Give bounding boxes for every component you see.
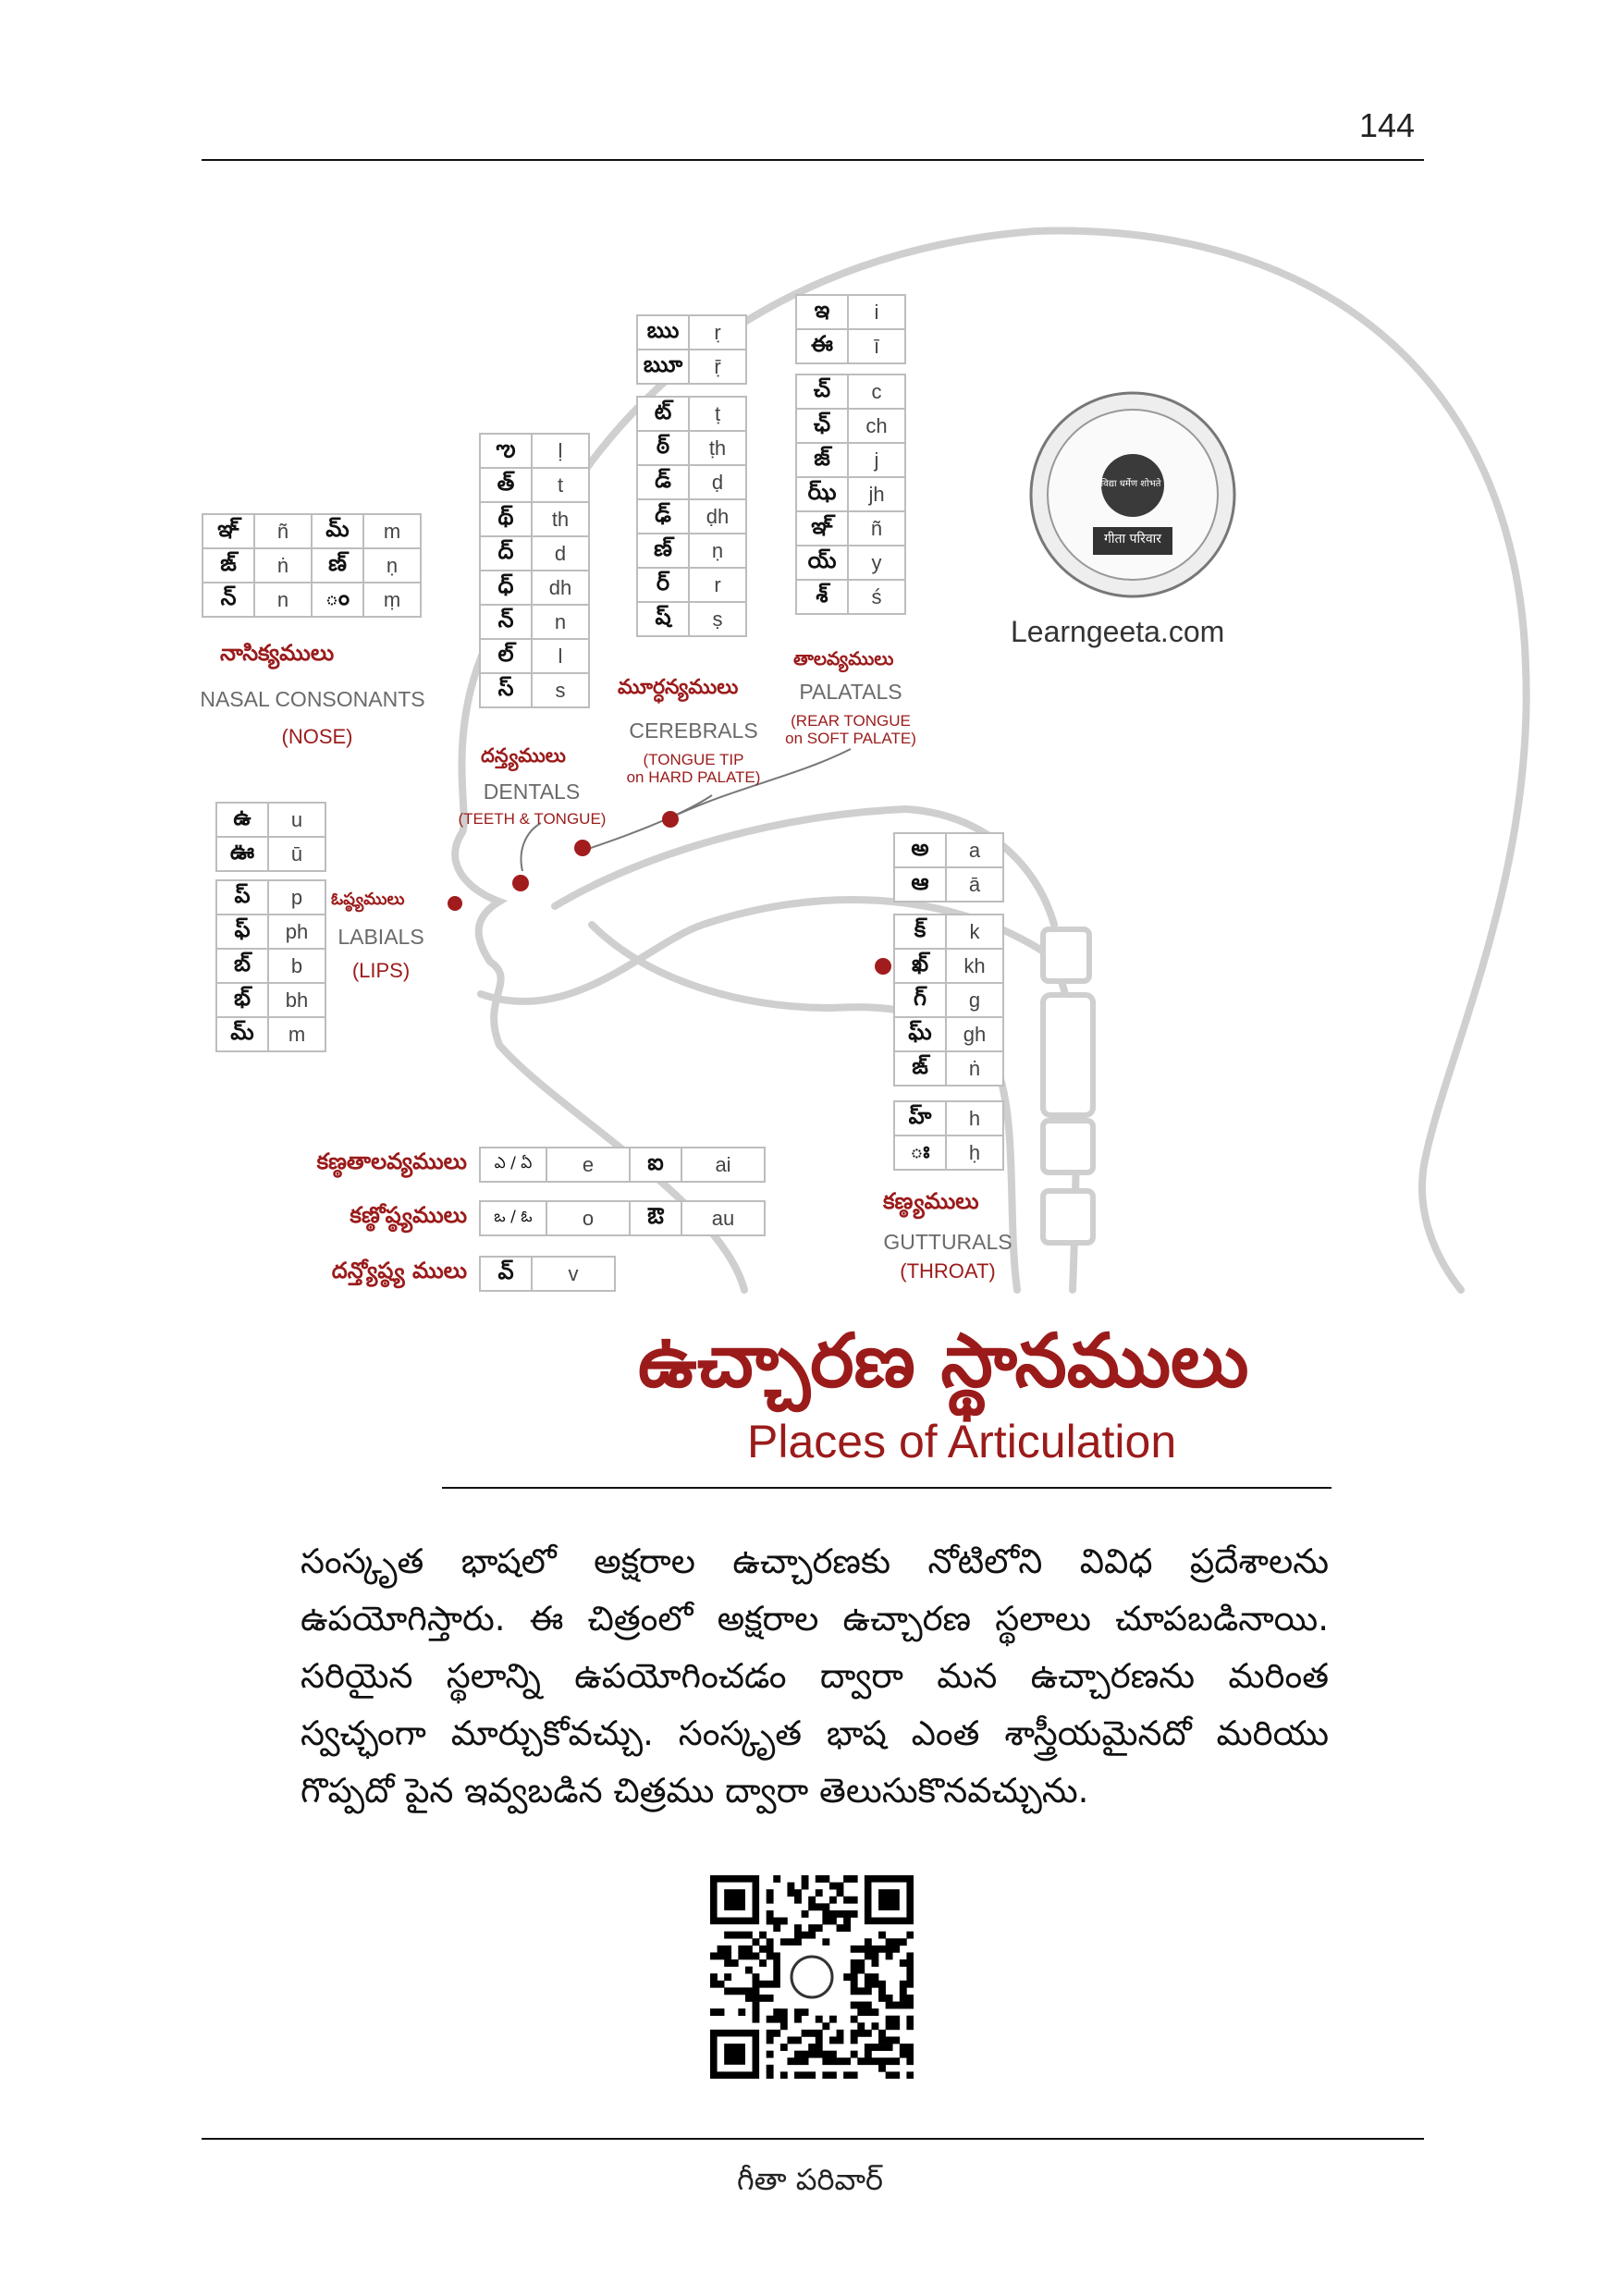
telugu-letter: ధ్ bbox=[480, 571, 532, 605]
transliteration: a bbox=[946, 833, 1003, 867]
letter-row bbox=[480, 1257, 615, 1291]
palatals-table bbox=[795, 374, 906, 615]
palatals-vowels-table bbox=[795, 294, 906, 364]
telugu-letter: ఔ bbox=[630, 1201, 681, 1235]
transliteration: jh bbox=[848, 477, 905, 511]
letter-row bbox=[637, 534, 746, 568]
telugu-letter: ఫ్ bbox=[216, 915, 268, 949]
transliteration: ṭh bbox=[689, 431, 746, 465]
telugu-letter: ర్ bbox=[637, 568, 689, 602]
transliteration: th bbox=[532, 502, 589, 536]
telugu-letter: ఖ్ bbox=[894, 949, 946, 983]
transliteration: r bbox=[689, 568, 746, 602]
letter-row bbox=[637, 397, 746, 431]
heading-en: Places of Articulation bbox=[747, 1416, 1177, 1467]
transliteration: h bbox=[946, 1101, 1003, 1136]
nasal-table bbox=[202, 513, 422, 618]
transliteration: l bbox=[532, 639, 589, 673]
cerebrals-title-en: CEREBRALS bbox=[629, 718, 758, 743]
letter-row bbox=[637, 602, 746, 636]
logo-badge-top: विद्या धर्मेण शोभते bbox=[1100, 479, 1161, 489]
telugu-letter: గ్ bbox=[894, 983, 946, 1017]
transliteration: v bbox=[532, 1257, 615, 1291]
letter-row bbox=[796, 511, 905, 546]
telugu-letter: హ్ bbox=[894, 1101, 946, 1136]
letter-row bbox=[216, 983, 325, 1017]
telugu-letter: ఉ bbox=[216, 803, 268, 837]
transliteration: ḍh bbox=[689, 499, 746, 534]
cerebrals-location: (TONGUE TIP on HARD PALATE) bbox=[626, 751, 761, 786]
logo-badge-bottom: गीता परिवार bbox=[1103, 532, 1161, 546]
transliteration: ṇ bbox=[689, 534, 746, 568]
transliteration: d bbox=[532, 536, 589, 571]
labials-location: (LIPS) bbox=[351, 959, 411, 982]
gutturals-aspirate-table bbox=[893, 1100, 1004, 1171]
telugu-letter: ఞ్ bbox=[796, 511, 848, 546]
letter-row bbox=[480, 502, 589, 536]
transliteration: ṅ bbox=[254, 548, 312, 583]
telugu-letter: ఠ్ bbox=[637, 431, 689, 465]
telugu-letter: ఘ్ bbox=[894, 1017, 946, 1051]
transliteration: ḷ bbox=[532, 434, 589, 468]
letter-row bbox=[637, 315, 746, 350]
letter-row bbox=[480, 571, 589, 605]
gutturals-title-en: GUTTURALS bbox=[883, 1230, 1012, 1254]
dentals-table bbox=[479, 433, 590, 708]
letter-row bbox=[637, 465, 746, 499]
nasal-title-en: NASAL CONSONANTS bbox=[200, 687, 425, 711]
telugu-letter: ఇ bbox=[796, 295, 848, 329]
labials-table bbox=[215, 879, 326, 1052]
transliteration: ū bbox=[268, 837, 325, 871]
transliteration: b bbox=[268, 949, 325, 983]
transliteration: e bbox=[546, 1148, 630, 1182]
telugu-letter: శ్ bbox=[796, 580, 848, 614]
telugu-letter: ఌ bbox=[480, 434, 532, 468]
letter-row bbox=[894, 867, 1003, 902]
combined-label: కణ్ఠతాలవ్యములు bbox=[316, 1148, 467, 1174]
telugu-letter: న్ bbox=[480, 605, 532, 639]
combined-label: దన్త్యోష్ఠ్య ములు bbox=[331, 1258, 467, 1283]
transliteration: ai bbox=[681, 1148, 765, 1182]
telugu-letter: ఙ్ bbox=[894, 1051, 946, 1086]
telugu-letter: ఊ bbox=[216, 837, 268, 871]
transliteration: u bbox=[268, 803, 325, 837]
transliteration: p bbox=[268, 880, 325, 915]
telugu-letter: అ bbox=[894, 833, 946, 867]
letter-row bbox=[637, 350, 746, 384]
transliteration: g bbox=[946, 983, 1003, 1017]
transliteration: ñ bbox=[254, 514, 312, 548]
letter-row bbox=[796, 546, 905, 580]
body-paragraph: సంస్కృత భాషలో అక్షరాల ఉచ్చారణకు నోటిలోని వివిధ ప్రదేశాలను ఉపయోగిస్తారు. ఈ చిత్రంలో అక్షరాల ఉచ్చారణ స్థలాలు చూపబడినాయి. సరియైన స్థలాన్ని ఉపయోగించడం ద్వారా మన ఉచ్చారణను మరింత స్వచ్ఛంగా మార్చుకోవచ్చు. సంస్కృత భాష ఎంత శాస్త్రీయమైనదో మరియు గొప్పదో పైన ఇవ్వబడిన చిత్రము ద్వారా తెలుసుకొనవచ్చును. bbox=[301, 1541, 1329, 1811]
telugu-letter: ద్ bbox=[480, 536, 532, 571]
letter-row bbox=[894, 1051, 1003, 1086]
letter-row bbox=[637, 499, 746, 534]
telugu-letter: మ్ bbox=[216, 1017, 268, 1051]
letter-row bbox=[894, 1017, 1003, 1051]
letter-row bbox=[216, 1017, 325, 1051]
letter-row bbox=[480, 639, 589, 673]
nasal-title-te: నాసిక్యములు bbox=[220, 640, 335, 666]
transliteration: gh bbox=[946, 1017, 1003, 1051]
telugu-letter: ఙ్ bbox=[202, 548, 254, 583]
gutturals-title-te: కణ్ఠ్యములు bbox=[883, 1188, 979, 1214]
telugu-letter: త్ bbox=[480, 468, 532, 502]
telugu-letter: బ్ bbox=[216, 949, 268, 983]
telugu-letter: చ్ bbox=[796, 374, 848, 409]
dentals-location: (TEETH & TONGUE) bbox=[458, 810, 607, 828]
combined-label: కణ్ఠోష్ఠ్యములు bbox=[350, 1202, 467, 1228]
telugu-letter: ఋ bbox=[637, 315, 689, 350]
transliteration: ph bbox=[268, 915, 325, 949]
transliteration: i bbox=[848, 295, 905, 329]
letter-row bbox=[480, 468, 589, 502]
transliteration: y bbox=[848, 546, 905, 580]
qr-code[interactable] bbox=[710, 1875, 914, 2079]
telugu-letter: ఎ / ఏ bbox=[480, 1148, 546, 1182]
letter-row bbox=[480, 605, 589, 639]
letter-row bbox=[216, 880, 325, 915]
letter-row bbox=[480, 1148, 765, 1182]
transliteration: ḥ bbox=[946, 1136, 1003, 1170]
dentals-title-en: DENTALS bbox=[483, 780, 581, 804]
telugu-letter: య్ bbox=[796, 546, 848, 580]
transliteration: ā bbox=[946, 867, 1003, 902]
transliteration: ṃ bbox=[363, 583, 421, 617]
letter-row bbox=[894, 1101, 1003, 1136]
palatals-location: (REAR TONGUE on SOFT PALATE) bbox=[785, 712, 916, 747]
palatals-title-te: తాలవ్యములు bbox=[793, 647, 894, 669]
heading-te: ఉచ్చారణ స్థానములు bbox=[638, 1318, 1249, 1404]
letter-row bbox=[216, 949, 325, 983]
labials-vowels-table bbox=[215, 802, 326, 872]
letter-row bbox=[894, 915, 1003, 949]
telugu-letter: వ్ bbox=[480, 1257, 532, 1291]
telugu-letter: ఆ bbox=[894, 867, 946, 902]
telugu-letter: భ్ bbox=[216, 983, 268, 1017]
transliteration: m bbox=[268, 1017, 325, 1051]
transliteration: o bbox=[546, 1201, 630, 1235]
transliteration: ṝ bbox=[689, 350, 746, 384]
letter-row bbox=[894, 1136, 1003, 1170]
gita-parivar-logo bbox=[1026, 388, 1239, 601]
telugu-letter: ల్ bbox=[480, 639, 532, 673]
letter-row bbox=[796, 374, 905, 409]
gutturals-vowels-table bbox=[893, 832, 1004, 902]
transliteration: dh bbox=[532, 571, 589, 605]
letter-row bbox=[480, 673, 589, 707]
telugu-letter: జ్ bbox=[796, 443, 848, 477]
telugu-letter: ఐ bbox=[630, 1148, 681, 1182]
telugu-letter: స్ bbox=[480, 673, 532, 707]
telugu-letter: న్ bbox=[202, 583, 254, 617]
transliteration: kh bbox=[946, 949, 1003, 983]
cerebrals-title-te: మూర్ధన్యములు bbox=[618, 676, 739, 699]
letter-row bbox=[894, 983, 1003, 1017]
telugu-letter: ష్ bbox=[637, 602, 689, 636]
combined-table bbox=[479, 1147, 766, 1183]
transliteration: ñ bbox=[848, 511, 905, 546]
transliteration: ṣ bbox=[689, 602, 746, 636]
letter-row bbox=[216, 915, 325, 949]
telugu-letter: మ్ bbox=[312, 514, 363, 548]
transliteration: ṛ bbox=[689, 315, 746, 350]
labials-title-en: LABIALS bbox=[338, 925, 424, 949]
transliteration: t bbox=[532, 468, 589, 502]
letter-row bbox=[796, 295, 905, 329]
combined-table bbox=[479, 1256, 616, 1292]
telugu-letter: ం bbox=[312, 583, 363, 617]
telugu-letter: ౠ bbox=[637, 350, 689, 384]
transliteration: ṅ bbox=[946, 1051, 1003, 1086]
gutturals-location: (THROAT) bbox=[900, 1259, 996, 1283]
telugu-letter: డ్ bbox=[637, 465, 689, 499]
telugu-letter: ణ్ bbox=[312, 548, 363, 583]
combined-table bbox=[479, 1200, 766, 1236]
transliteration: ś bbox=[848, 580, 905, 614]
telugu-letter: ప్ bbox=[216, 880, 268, 915]
transliteration: j bbox=[848, 443, 905, 477]
transliteration: n bbox=[254, 583, 312, 617]
letter-row bbox=[796, 409, 905, 443]
transliteration: ṇ bbox=[363, 548, 421, 583]
telugu-letter: థ్ bbox=[480, 502, 532, 536]
letter-row bbox=[480, 434, 589, 468]
letter-row bbox=[202, 514, 421, 548]
transliteration: au bbox=[681, 1201, 765, 1235]
letter-row bbox=[637, 431, 746, 465]
transliteration: ḍ bbox=[689, 465, 746, 499]
page-number: 144 bbox=[1359, 106, 1416, 144]
letter-row bbox=[894, 833, 1003, 867]
dentals-title-te: దన్త్యములు bbox=[481, 744, 566, 767]
telugu-letter: ఛ్ bbox=[796, 409, 848, 443]
letter-row bbox=[202, 583, 421, 617]
bottom-rule bbox=[202, 2138, 1424, 2140]
letter-row bbox=[796, 329, 905, 363]
transliteration: n bbox=[532, 605, 589, 639]
letter-row bbox=[796, 580, 905, 614]
transliteration: m bbox=[363, 514, 421, 548]
nasal-location: (NOSE) bbox=[281, 725, 353, 748]
letter-row bbox=[216, 837, 325, 871]
telugu-letter: ః bbox=[894, 1136, 946, 1170]
labials-title-te: ఓష్ఠ్యములు bbox=[331, 890, 405, 909]
telugu-letter: ఝ్ bbox=[796, 477, 848, 511]
logo-url: Learngeeta.com bbox=[1011, 615, 1225, 648]
transliteration: bh bbox=[268, 983, 325, 1017]
footer: గీతా పరివార్ bbox=[736, 2162, 884, 2197]
transliteration: k bbox=[946, 915, 1003, 949]
telugu-letter: ట్ bbox=[637, 397, 689, 431]
telugu-letter: ఈ bbox=[796, 329, 848, 363]
letter-row bbox=[796, 443, 905, 477]
letter-row bbox=[894, 949, 1003, 983]
letter-row bbox=[202, 548, 421, 583]
transliteration: ch bbox=[848, 409, 905, 443]
letter-row bbox=[637, 568, 746, 602]
letter-row bbox=[796, 477, 905, 511]
telugu-letter: ఢ్ bbox=[637, 499, 689, 534]
telugu-letter: ణ్ bbox=[637, 534, 689, 568]
heading-rule bbox=[442, 1487, 1332, 1489]
letter-row bbox=[216, 803, 325, 837]
transliteration: ī bbox=[848, 329, 905, 363]
telugu-letter: ఞ్ bbox=[202, 514, 254, 548]
gutturals-table bbox=[893, 914, 1004, 1087]
transliteration: ṭ bbox=[689, 397, 746, 431]
palatals-title-en: PALATALS bbox=[799, 680, 902, 704]
cerebrals-table bbox=[636, 396, 747, 637]
transliteration: s bbox=[532, 673, 589, 707]
telugu-letter: క్ bbox=[894, 915, 946, 949]
letter-row bbox=[480, 536, 589, 571]
transliteration: c bbox=[848, 374, 905, 409]
cerebrals-vowels-table bbox=[636, 314, 747, 385]
letter-row bbox=[480, 1201, 765, 1235]
telugu-letter: ఒ / ఓ bbox=[480, 1201, 546, 1235]
